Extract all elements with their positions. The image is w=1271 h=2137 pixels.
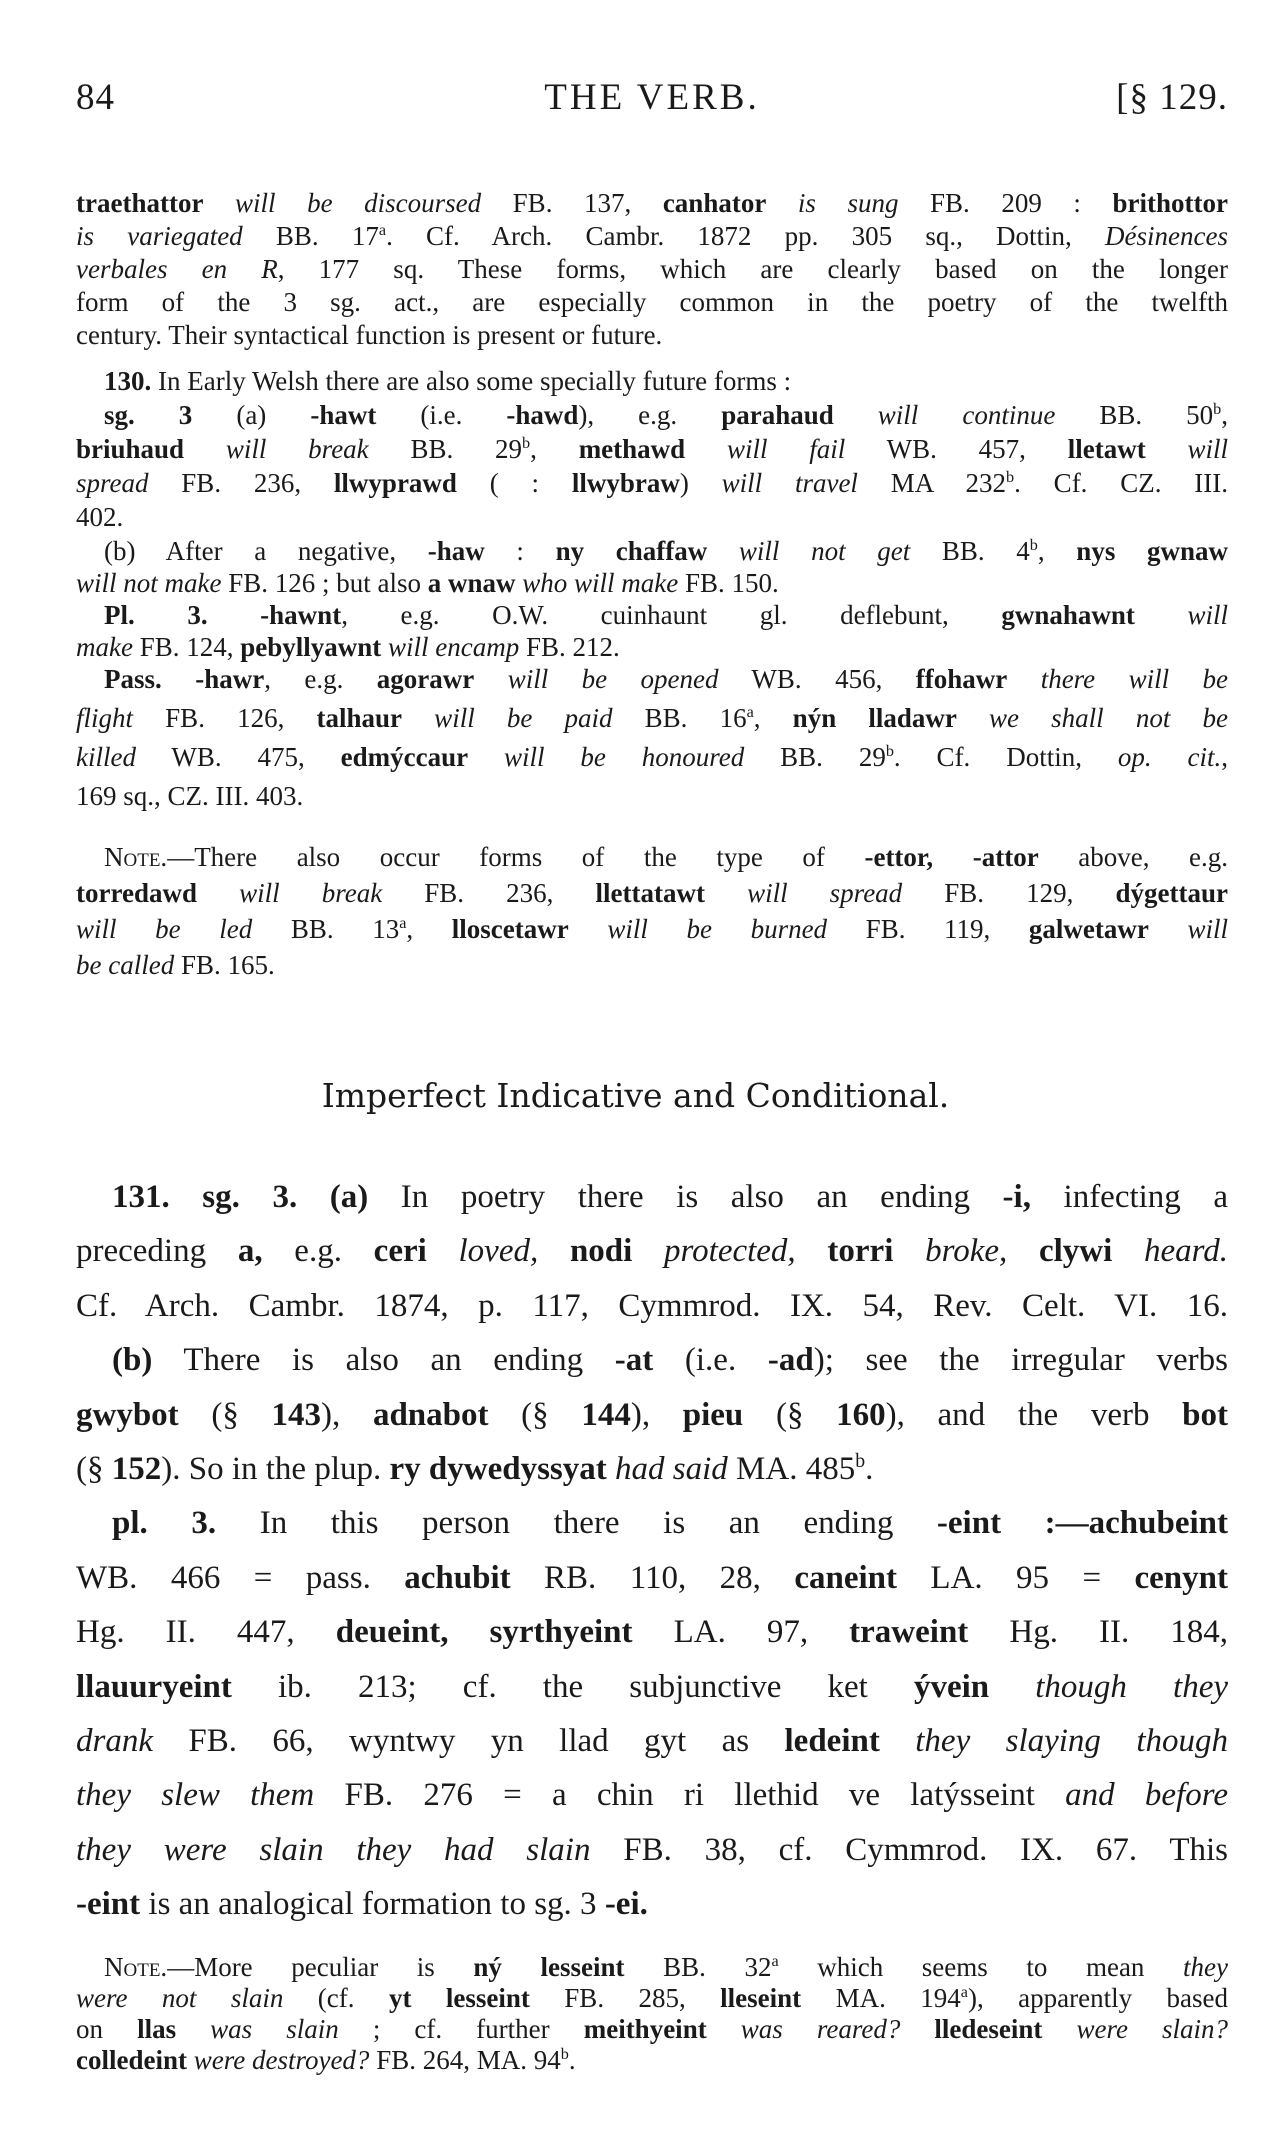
text-run: ; cf. further xyxy=(338,2014,584,2044)
italic-gloss: will be honoured xyxy=(468,742,745,772)
running-title: THE VERB. xyxy=(544,77,760,118)
bold-term: ný lesseint xyxy=(473,1952,625,1982)
text-line xyxy=(76,875,1228,911)
text-run xyxy=(707,2014,741,2044)
bold-term: 152 xyxy=(111,1451,162,1488)
text-run: (§ xyxy=(743,1396,837,1433)
bold-term: ceri xyxy=(373,1233,427,1270)
superscript: b xyxy=(1029,536,1038,554)
note-lesseint xyxy=(76,1952,1228,2076)
text-run: 169 sq., CZ. III. 403. xyxy=(76,781,304,811)
bold-term: meithyeint xyxy=(583,2014,707,2044)
bold-term: traweint xyxy=(849,1614,969,1651)
text-run: FB. 129, xyxy=(902,878,1116,908)
text-run: infecting a xyxy=(1030,1179,1229,1215)
text-run: FB. 165. xyxy=(174,950,275,980)
text-run xyxy=(880,1723,915,1759)
text-run: ), xyxy=(321,1396,373,1433)
italic-gloss: is sung xyxy=(766,188,899,218)
text-run: FB. 264, MA. 94 xyxy=(369,2045,561,2075)
italic-gloss: will not make xyxy=(76,568,222,598)
bold-term: nys gwnaw xyxy=(1076,536,1228,566)
italic-gloss: had said xyxy=(615,1451,728,1488)
bold-term: -hawr xyxy=(195,664,265,694)
text-run: RB. 110, 28, xyxy=(510,1559,795,1596)
text-run: WB. 456, xyxy=(718,664,916,694)
text-line xyxy=(76,1279,1228,1333)
bold-term: ry dywedyssyat xyxy=(389,1451,607,1488)
text-run: (a) xyxy=(192,400,311,430)
text-run: ), apparently based xyxy=(967,1983,1229,2013)
paragraph-passive-forms xyxy=(76,187,1228,352)
italic-gloss: protected, xyxy=(664,1233,796,1270)
text-line xyxy=(76,1496,1228,1550)
superscript: b xyxy=(1006,468,1015,486)
paragraph-130-b-negative xyxy=(76,535,1228,599)
italic-gloss: they slaying though xyxy=(915,1723,1228,1760)
text-line xyxy=(76,777,1228,816)
italic-gloss: will xyxy=(1134,600,1229,630)
text-line xyxy=(76,1224,1228,1278)
text-run: —More peculiar is xyxy=(167,1952,474,1982)
text-run: form of the 3 sg. act., are especially common in the poetry of the twelfth xyxy=(76,287,1228,317)
text-line xyxy=(76,567,1228,599)
bold-term: galwetawr xyxy=(1028,914,1149,944)
bold-term: talhaur xyxy=(316,703,403,733)
bold-term: ledeint xyxy=(784,1723,880,1760)
text-run: FB. 150. xyxy=(678,568,779,598)
bold-term: 143 xyxy=(271,1396,322,1433)
text-run: BB. 50 xyxy=(1055,400,1214,430)
bold-term: torredawd xyxy=(76,878,197,908)
text-run: , e.g. xyxy=(264,664,377,694)
italic-gloss: will be led xyxy=(76,914,253,944)
text-line xyxy=(76,2014,1228,2045)
superscript: a xyxy=(746,703,754,721)
text-run: ), xyxy=(630,1396,683,1433)
text-run: FB. 66, wyntwy yn llad gyt as xyxy=(153,1723,785,1760)
text-line xyxy=(76,1877,1228,1931)
text-run: , xyxy=(406,914,452,944)
bold-term: llwyprawd xyxy=(333,468,457,498)
text-line xyxy=(76,398,1228,432)
italic-gloss: who will make xyxy=(515,568,679,598)
bold-term: parahaud xyxy=(721,400,834,430)
text-run xyxy=(297,1179,330,1215)
bold-term: -eint :—achubeint xyxy=(936,1505,1229,1542)
text-run: WB. 466 = pass. xyxy=(76,1559,405,1596)
text-line xyxy=(76,1952,1228,1983)
text-line xyxy=(76,1823,1228,1877)
bold-term: nodi xyxy=(569,1233,633,1270)
italic-gloss: there will be xyxy=(1007,664,1229,694)
text-run: (§ xyxy=(488,1396,582,1433)
text-run: , xyxy=(1221,400,1228,430)
text-line xyxy=(76,599,1228,631)
text-run xyxy=(1007,1233,1039,1269)
text-line xyxy=(76,500,1228,534)
text-run: There is also an ending xyxy=(152,1342,615,1379)
italic-gloss: spread xyxy=(76,468,149,498)
bold-term: dýgettaur xyxy=(1115,878,1228,908)
text-line xyxy=(76,187,1228,220)
bold-term: edmýccaur xyxy=(340,742,469,772)
italic-gloss: will fail xyxy=(685,434,846,464)
text-line xyxy=(76,286,1228,319)
bold-term: methawd xyxy=(578,434,686,464)
bold-term: ny chaffaw xyxy=(555,536,708,566)
text-run: MA. 194 xyxy=(801,1983,961,2013)
bold-term: ffohawr xyxy=(915,664,1008,694)
bold-term: pl. 3. xyxy=(112,1505,217,1542)
text-run: . xyxy=(865,1451,874,1488)
text-line xyxy=(76,364,1228,398)
superscript: a xyxy=(399,914,407,932)
bold-term: (b) xyxy=(112,1342,153,1379)
bold-term: llettatawt xyxy=(595,878,705,908)
italic-gloss: Désinences xyxy=(1105,221,1228,251)
italic-gloss: and before xyxy=(1065,1777,1228,1814)
text-run: 402. xyxy=(76,502,124,532)
superscript: a xyxy=(771,1952,779,1970)
text-run: ) xyxy=(679,468,722,498)
bold-term: brithottor xyxy=(1112,188,1228,218)
text-run: e.g. xyxy=(262,1233,374,1270)
italic-gloss: make xyxy=(76,632,133,662)
italic-gloss: is variegated xyxy=(76,221,243,251)
bold-term: lledeseint xyxy=(934,2014,1043,2044)
text-line xyxy=(76,1170,1228,1224)
text-run: : xyxy=(484,536,556,566)
text-run: which seems to mean xyxy=(778,1952,1184,1982)
text-run xyxy=(796,1233,828,1269)
italic-gloss: will be discoursed xyxy=(203,188,482,218)
italic-gloss: was reared? xyxy=(740,2014,901,2044)
italic-gloss: will continue xyxy=(833,400,1056,430)
text-run xyxy=(176,2014,210,2044)
text-run: FB. 137, xyxy=(481,188,663,218)
bold-term: bot xyxy=(1182,1396,1228,1433)
bold-term: 144 xyxy=(581,1396,631,1433)
italic-gloss: flight xyxy=(76,703,134,733)
superscript: b xyxy=(560,2045,569,2063)
bold-term: -i, xyxy=(1002,1179,1031,1215)
text-run: FB. 126 ; but also xyxy=(221,568,428,598)
bold-term: lleseint xyxy=(720,1983,802,2013)
note-label: Note. xyxy=(104,1952,168,1982)
bold-term: Pl. 3. xyxy=(104,600,208,630)
text-line xyxy=(76,1551,1228,1605)
page-number: 84 xyxy=(76,77,115,118)
italic-gloss: they xyxy=(1183,1952,1228,1982)
text-run: (§ xyxy=(178,1396,272,1433)
text-run: BB. 29 xyxy=(744,742,886,772)
bold-term: briuhaud xyxy=(76,434,185,464)
bold-term: achubit xyxy=(404,1559,511,1596)
bold-term: -eint xyxy=(76,1886,141,1923)
bold-term: -hawt xyxy=(310,400,377,430)
text-run: FB. 126, xyxy=(133,703,317,733)
text-run: LA. 95 = xyxy=(897,1559,1135,1596)
text-run: BB. 4 xyxy=(910,536,1030,566)
text-line xyxy=(76,1660,1228,1714)
bold-term: lletawt xyxy=(1067,434,1146,464)
bold-term: torri xyxy=(827,1233,894,1270)
text-run: MA 232 xyxy=(857,468,1007,498)
text-line xyxy=(76,466,1228,500)
text-run: FB. 38, cf. Cymmrod. IX. 67. This xyxy=(590,1831,1228,1868)
bold-term: -at xyxy=(614,1342,654,1379)
bold-term: canhator xyxy=(662,188,767,218)
bold-term: a wnaw xyxy=(427,568,516,598)
bold-term: gwnahawnt xyxy=(1001,600,1135,630)
text-run: ), e.g. xyxy=(578,400,722,430)
paragraph-130-plural xyxy=(76,599,1228,663)
text-run xyxy=(607,1451,615,1487)
text-run: LA. 97, xyxy=(632,1614,850,1651)
bold-term: llauuryeint xyxy=(76,1668,232,1705)
text-line xyxy=(76,1983,1228,2014)
text-line xyxy=(76,1442,1228,1496)
italic-gloss: will not get xyxy=(707,536,911,566)
text-run: —There also occur forms of the type of xyxy=(167,842,865,872)
text-run: ); see the irregular verbs xyxy=(813,1342,1229,1379)
text-run: Hg. II. 184, xyxy=(968,1614,1229,1651)
text-run: FB. 209 : xyxy=(898,188,1113,218)
italic-gloss: will travel xyxy=(721,468,858,498)
text-line xyxy=(76,1714,1228,1768)
text-run xyxy=(162,664,195,694)
text-run: . xyxy=(568,2045,576,2075)
bold-term: -haw xyxy=(427,536,485,566)
text-line xyxy=(76,1333,1228,1387)
italic-gloss: broke, xyxy=(925,1233,1008,1270)
text-line xyxy=(76,631,1228,663)
bold-term: colledeint xyxy=(76,2045,187,2075)
text-run xyxy=(900,2014,934,2044)
bold-term: nýn lladawr xyxy=(792,703,957,733)
text-run: preceding xyxy=(76,1233,238,1270)
bold-term: gwybot xyxy=(76,1396,179,1433)
text-run: BB. 13 xyxy=(252,914,400,944)
italic-gloss: killed xyxy=(76,742,136,772)
paragraph-130-future-forms xyxy=(76,364,1228,534)
bold-term: cenynt xyxy=(1134,1559,1228,1596)
text-run: WB. 457, xyxy=(845,434,1068,464)
bold-term: -ettor, -attor xyxy=(864,842,1039,872)
italic-gloss: we shall not be xyxy=(956,703,1228,733)
italic-gloss: be called xyxy=(76,950,175,980)
italic-gloss: will be burned xyxy=(568,914,828,944)
italic-gloss: op. cit. xyxy=(1117,742,1222,772)
text-run xyxy=(632,1233,664,1269)
text-run xyxy=(1112,1233,1144,1269)
text-run: In this person there is an ending xyxy=(216,1505,937,1542)
bold-term: 160 xyxy=(836,1396,886,1433)
text-run: above, e.g. xyxy=(1038,842,1229,872)
bold-term: lloscetawr xyxy=(451,914,569,944)
text-run xyxy=(893,1233,925,1269)
bold-term: pieu xyxy=(682,1396,744,1433)
superscript: b xyxy=(885,742,894,760)
text-run: , xyxy=(1037,536,1077,566)
text-line xyxy=(76,535,1228,567)
italic-gloss: they slew them xyxy=(76,1777,315,1814)
running-header xyxy=(76,76,1228,128)
bold-term: Pass. xyxy=(104,664,162,694)
italic-gloss: verbales en R xyxy=(76,254,278,284)
text-run: , 177 sq. These forms, which are clearly based on the longer xyxy=(277,254,1228,284)
text-line xyxy=(76,319,1228,352)
paragraph-130-passive xyxy=(76,660,1228,816)
italic-gloss: though they xyxy=(1035,1668,1229,1705)
italic-gloss: were slain? xyxy=(1076,2014,1229,2044)
text-run: . Cf. Dottin, xyxy=(893,742,1118,772)
text-run: BB. 29 xyxy=(368,434,523,464)
text-run: , xyxy=(530,434,579,464)
text-run: In poetry there is also an ending xyxy=(368,1179,1003,1215)
superscript: b xyxy=(1213,400,1222,418)
text-run: . Cf. CZ. III. xyxy=(1014,468,1228,498)
text-line xyxy=(76,220,1228,253)
italic-gloss: heard. xyxy=(1144,1233,1229,1270)
bold-term: ývein xyxy=(913,1668,990,1705)
text-run: (§ xyxy=(76,1451,112,1488)
bold-term: 130. xyxy=(104,366,152,396)
text-run: FB. 236, xyxy=(382,878,596,908)
italic-gloss: will break xyxy=(197,878,383,908)
italic-gloss: was slain xyxy=(210,2014,339,2044)
text-run: FB. 119, xyxy=(827,914,1029,944)
bold-term: deueint, syrthyeint xyxy=(335,1614,633,1651)
text-run: FB. 276 = a chin ri llethid ve latýsseint xyxy=(314,1777,1066,1814)
text-run: , e.g. O.W. cuinhaunt gl. deflebunt, xyxy=(341,600,1002,630)
text-run: century. Their syntactical function is present or future. xyxy=(76,320,663,350)
section-reference: [§ 129. xyxy=(1116,77,1228,118)
text-run: FB. 212. xyxy=(519,632,620,662)
text-run: (i.e. xyxy=(376,400,507,430)
bold-term: (a) xyxy=(329,1179,369,1215)
superscript: a xyxy=(960,1983,968,2001)
text-line xyxy=(76,1605,1228,1659)
bold-term: -ad xyxy=(767,1342,814,1379)
text-line xyxy=(76,699,1228,738)
bold-term: yt lesseint xyxy=(388,1983,530,2013)
italic-gloss: will be paid xyxy=(402,703,613,733)
bold-term: agorawr xyxy=(376,664,475,694)
superscript: b xyxy=(855,1450,866,1473)
text-line xyxy=(76,1388,1228,1442)
text-line xyxy=(76,738,1228,777)
text-run: FB. 124, xyxy=(132,632,241,662)
text-run xyxy=(989,1669,1035,1705)
superscript: b xyxy=(522,434,531,452)
bold-term: sg. 3 xyxy=(104,400,193,430)
italic-gloss: will encamp xyxy=(381,632,520,662)
bold-term: -hawnt xyxy=(260,600,342,630)
text-run: ). So in the plup. xyxy=(161,1451,390,1488)
text-line xyxy=(76,911,1228,947)
text-run: FB. 285, xyxy=(529,1983,721,2013)
text-run: ib. 213; cf. the subjunctive ket xyxy=(231,1668,914,1705)
text-run: Hg. II. 447, xyxy=(76,1614,336,1651)
text-run: on xyxy=(76,2014,138,2044)
bold-term: clywi xyxy=(1038,1233,1113,1270)
text-run: WB. 475, xyxy=(135,742,341,772)
bold-term: traethattor xyxy=(76,188,204,218)
text-run: FB. 236, xyxy=(148,468,334,498)
text-run: BB. 32 xyxy=(624,1952,772,1982)
text-run: is an analogical formation to sg. 3 xyxy=(140,1886,605,1923)
text-run: , xyxy=(1221,742,1228,772)
italic-gloss: were destroyed? xyxy=(193,2045,370,2075)
text-run: BB. 16 xyxy=(612,703,747,733)
paragraph-131-imperfect xyxy=(76,1170,1228,1932)
text-line xyxy=(76,947,1228,983)
italic-gloss: they were slain they had slain xyxy=(76,1831,591,1868)
text-line xyxy=(76,839,1228,875)
text-run xyxy=(427,1233,459,1269)
text-run: ( : xyxy=(456,468,572,498)
text-run: , xyxy=(753,703,793,733)
text-run: (cf. xyxy=(283,1983,389,2013)
superscript: a xyxy=(378,221,387,239)
italic-gloss: drank xyxy=(76,1723,153,1760)
bold-term: llas xyxy=(137,2014,177,2044)
italic-gloss: will xyxy=(1148,914,1229,944)
bold-term: pebyllyawnt xyxy=(240,632,382,662)
bold-term: adnabot xyxy=(372,1396,489,1433)
text-run xyxy=(187,2045,194,2075)
section-heading: Imperfect Indicative and Conditional. xyxy=(321,1076,950,1115)
text-run: ), and the verb xyxy=(885,1396,1183,1433)
text-line xyxy=(76,1768,1228,1822)
italic-gloss: will xyxy=(1145,434,1228,464)
bold-term: -hawd xyxy=(506,400,579,430)
text-run: BB. 17 xyxy=(242,221,379,251)
text-run: Cf. Arch. Cambr. 1874, p. 117, Cymmrod. IX. 54, Rev. Celt. VI. 16. xyxy=(76,1287,1228,1324)
bold-term: caneint xyxy=(794,1559,897,1596)
text-run: (i.e. xyxy=(653,1342,768,1379)
italic-gloss: were not slain xyxy=(76,1983,284,2013)
bold-term: -ei. xyxy=(604,1886,648,1923)
note-label: Note. xyxy=(104,842,168,872)
text-line xyxy=(76,253,1228,286)
text-line xyxy=(76,660,1228,699)
text-run: MA. 485 xyxy=(727,1451,856,1488)
text-run: (b) After a negative, xyxy=(104,536,428,566)
text-run xyxy=(538,1233,570,1269)
text-run: In Early Welsh there are also some specially future forms : xyxy=(151,366,792,396)
bold-term: a, xyxy=(237,1233,263,1270)
text-run xyxy=(208,600,261,630)
italic-gloss: will be opened xyxy=(474,664,719,694)
italic-gloss: will spread xyxy=(704,878,903,908)
text-run: . Cf. Arch. Cambr. 1872 pp. 305 sq., Dottin, xyxy=(386,221,1106,251)
text-run xyxy=(1042,2014,1076,2044)
bold-term: 131. sg. 3. xyxy=(112,1179,298,1215)
text-line xyxy=(76,432,1228,466)
italic-gloss: loved, xyxy=(458,1233,539,1270)
italic-gloss: will break xyxy=(184,434,369,464)
text-line xyxy=(76,2045,1228,2076)
bold-term: llwybraw xyxy=(571,468,680,498)
note-ettor-attor xyxy=(76,839,1228,983)
